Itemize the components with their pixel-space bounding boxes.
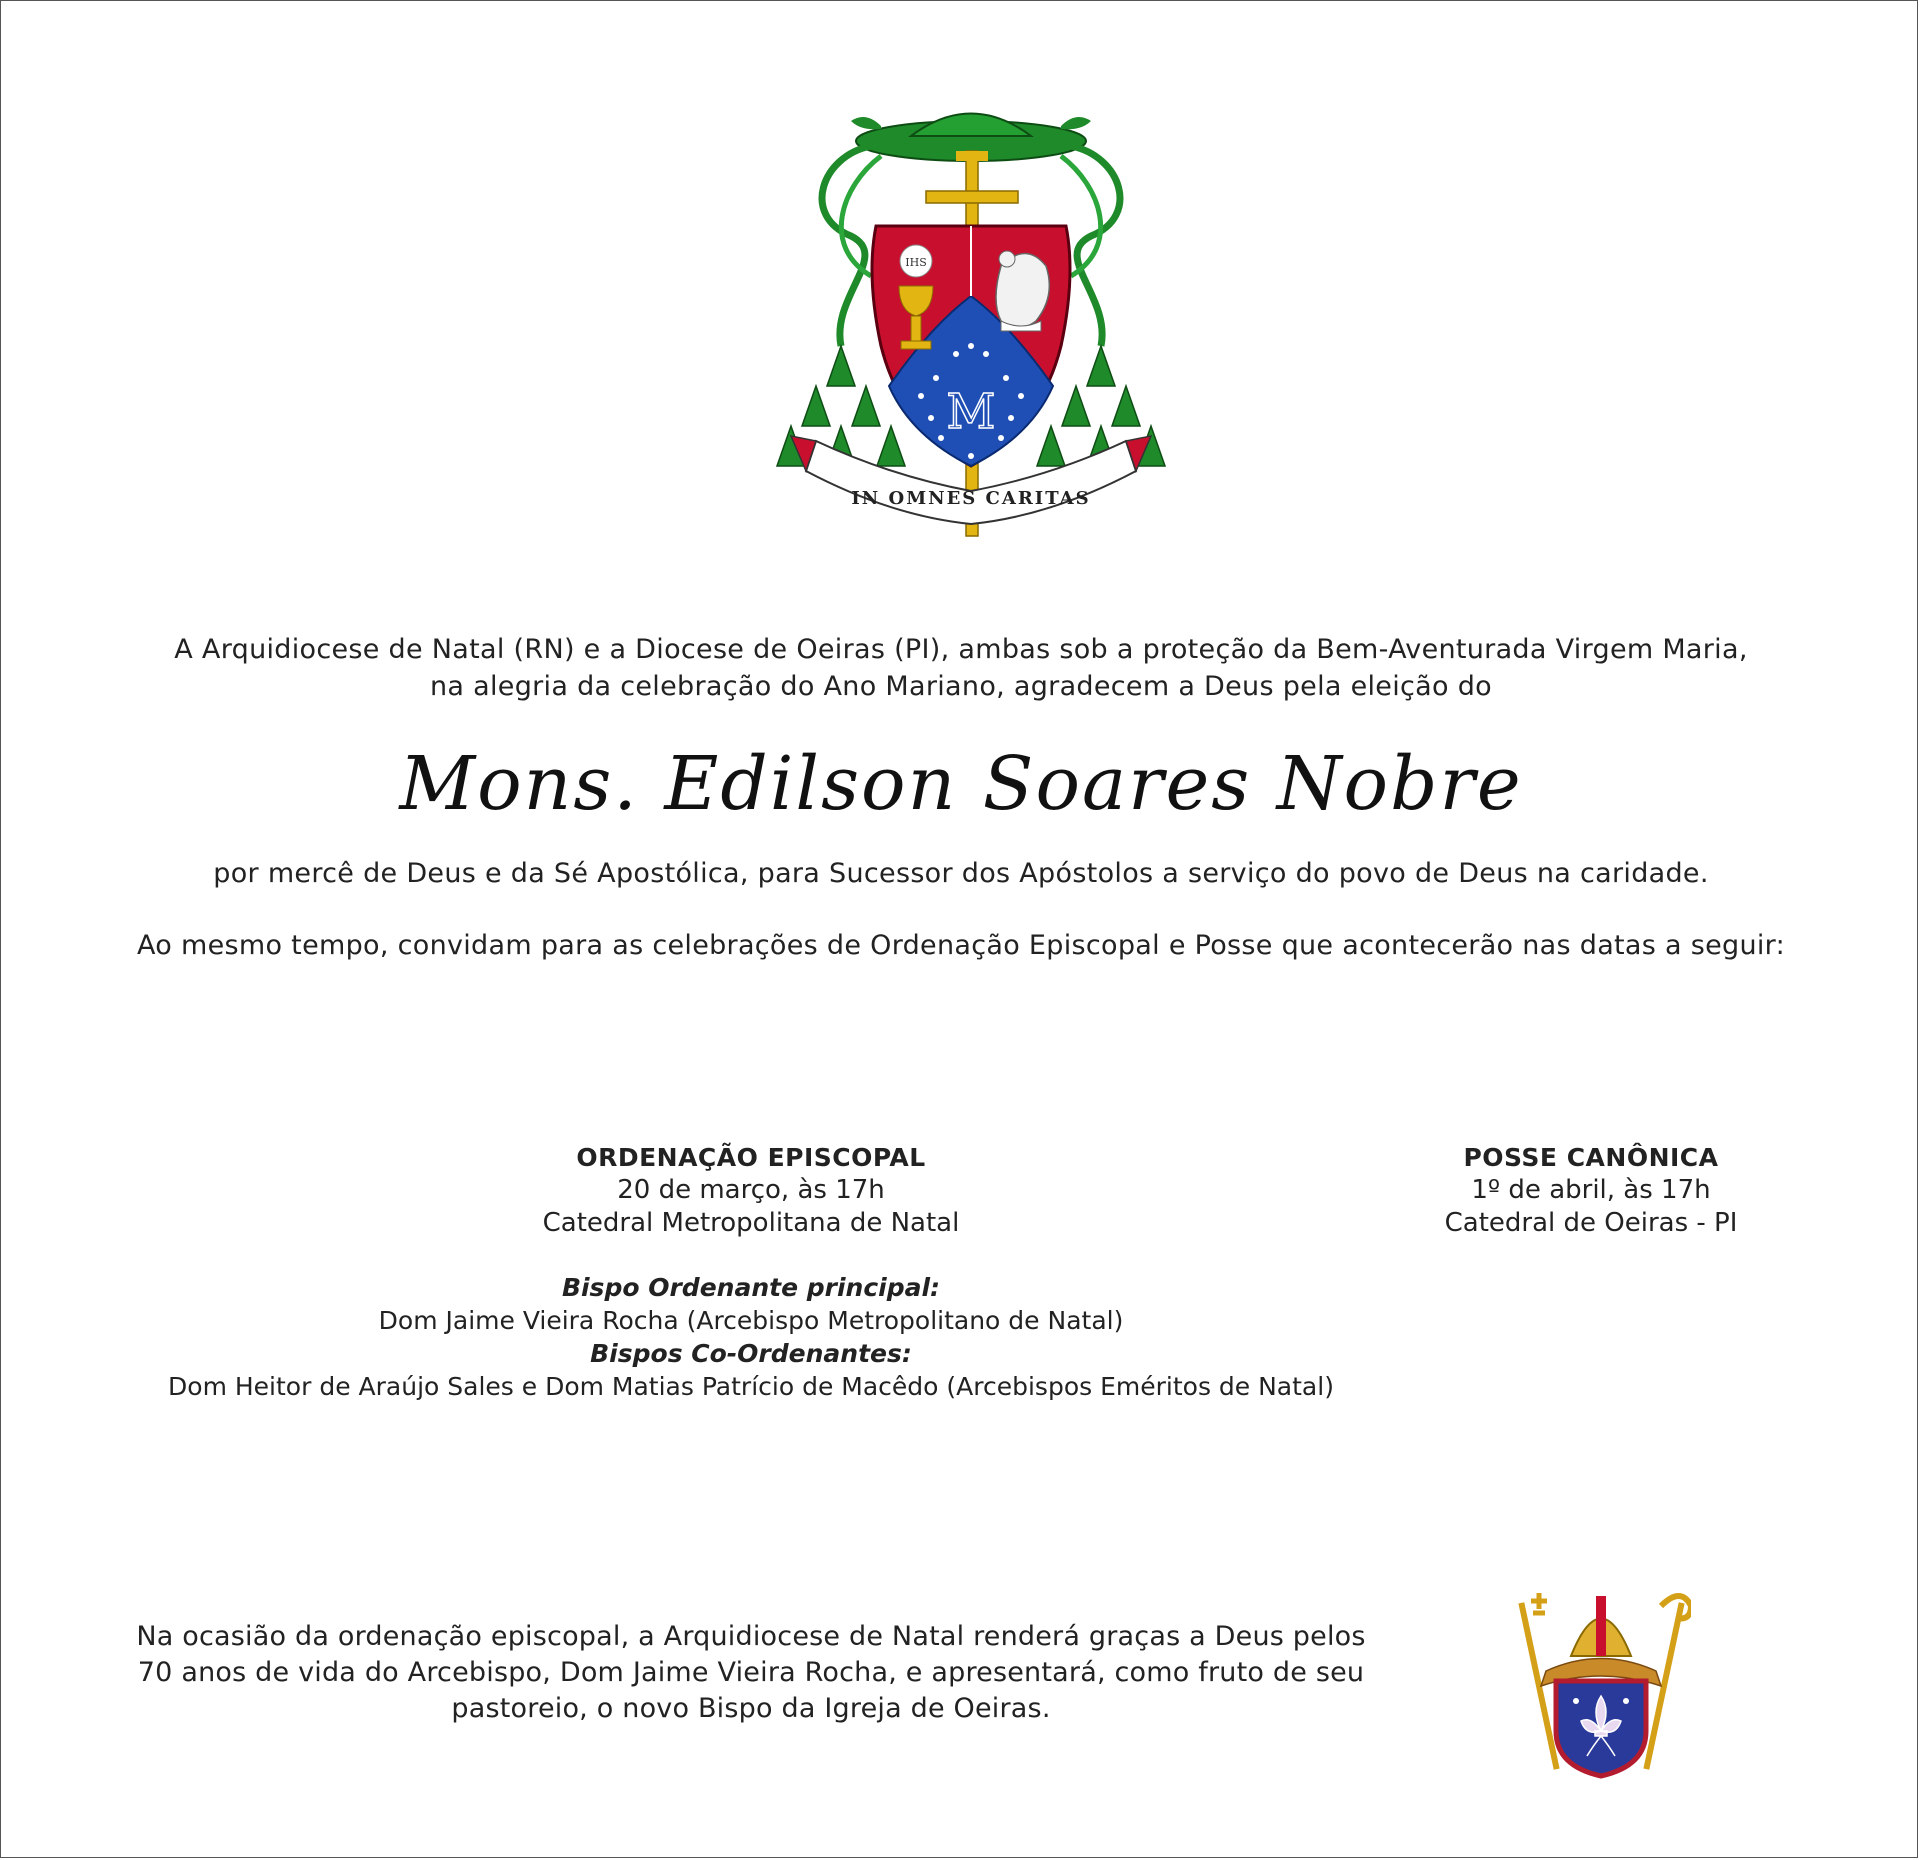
possession-title: POSSE CANÔNICA — [1463, 1143, 1719, 1172]
ordination-place: Catedral Metropolitana de Natal — [542, 1208, 960, 1238]
intro-paragraph — [1, 631, 1920, 705]
co-ordaining-label: Bispos Co-Ordenantes: — [590, 1339, 912, 1368]
possession-place: Catedral de Oeiras - PI — [1444, 1208, 1738, 1238]
ordination-event — [401, 1141, 1101, 1240]
episcopal-coat-of-arms — [761, 96, 1181, 556]
svg-text:M: M — [946, 384, 996, 440]
intro-line-b: na alegria da celebração do Ano Mariano, agradecem a Deus pela eleição do — [430, 671, 1492, 702]
ordaining-bishops — [91, 1271, 1411, 1403]
closing-line-b: 70 anos de vida do Arcebispo, Dom Jaime Vieira Rocha, e apresentará, como fruto de seu — [137, 1657, 1365, 1688]
election-line: por mercê de Deus e da Sé Apostólica, para Sucessor dos Apóstolos a serviço do povo de Deus na caridade. — [213, 858, 1709, 889]
invite-line: Ao mesmo tempo, convidam para as celebrações de Ordenação Episcopal e Posse que acontecerão nas datas a seguir: — [137, 930, 1785, 961]
closing-line-a: Na ocasião da ordenação episcopal, a Arquidiocese de Natal renderá graças a Deus pelos — [136, 1621, 1366, 1652]
principal-label: Bispo Ordenante principal: — [561, 1273, 941, 1302]
closing-paragraph — [121, 1619, 1381, 1727]
possession-date: 1º de abril, às 17h — [1471, 1175, 1711, 1205]
ihs-monogram: IHS — [905, 256, 927, 269]
archdiocese-coat-of-arms — [1511, 1581, 1691, 1781]
ordination-date: 20 de março, às 17h — [617, 1175, 885, 1205]
closing-line-c: pastoreio, o novo Bispo da Igreja de Oeiras. — [451, 1693, 1051, 1724]
honoree-name: Mons. Edilson Soares Nobre — [399, 741, 1523, 827]
possession-event — [1341, 1141, 1841, 1240]
motto-text: IN OMNES CARITAS — [851, 488, 1091, 509]
co-ordaining-names: Dom Heitor de Araújo Sales e Dom Matias Patrício de Macêdo (Arcebispos Eméritos de Natal) — [168, 1372, 1334, 1401]
principal-name: Dom Jaime Vieira Rocha (Arcebispo Metropolitano de Natal) — [378, 1306, 1124, 1335]
ordination-title: ORDENAÇÃO EPISCOPAL — [576, 1143, 926, 1172]
intro-line-a: A Arquidiocese de Natal (RN) e a Diocese de Oeiras (PI), ambas sob a proteção da Bem-Aventurada Virgem Maria, — [174, 634, 1748, 665]
